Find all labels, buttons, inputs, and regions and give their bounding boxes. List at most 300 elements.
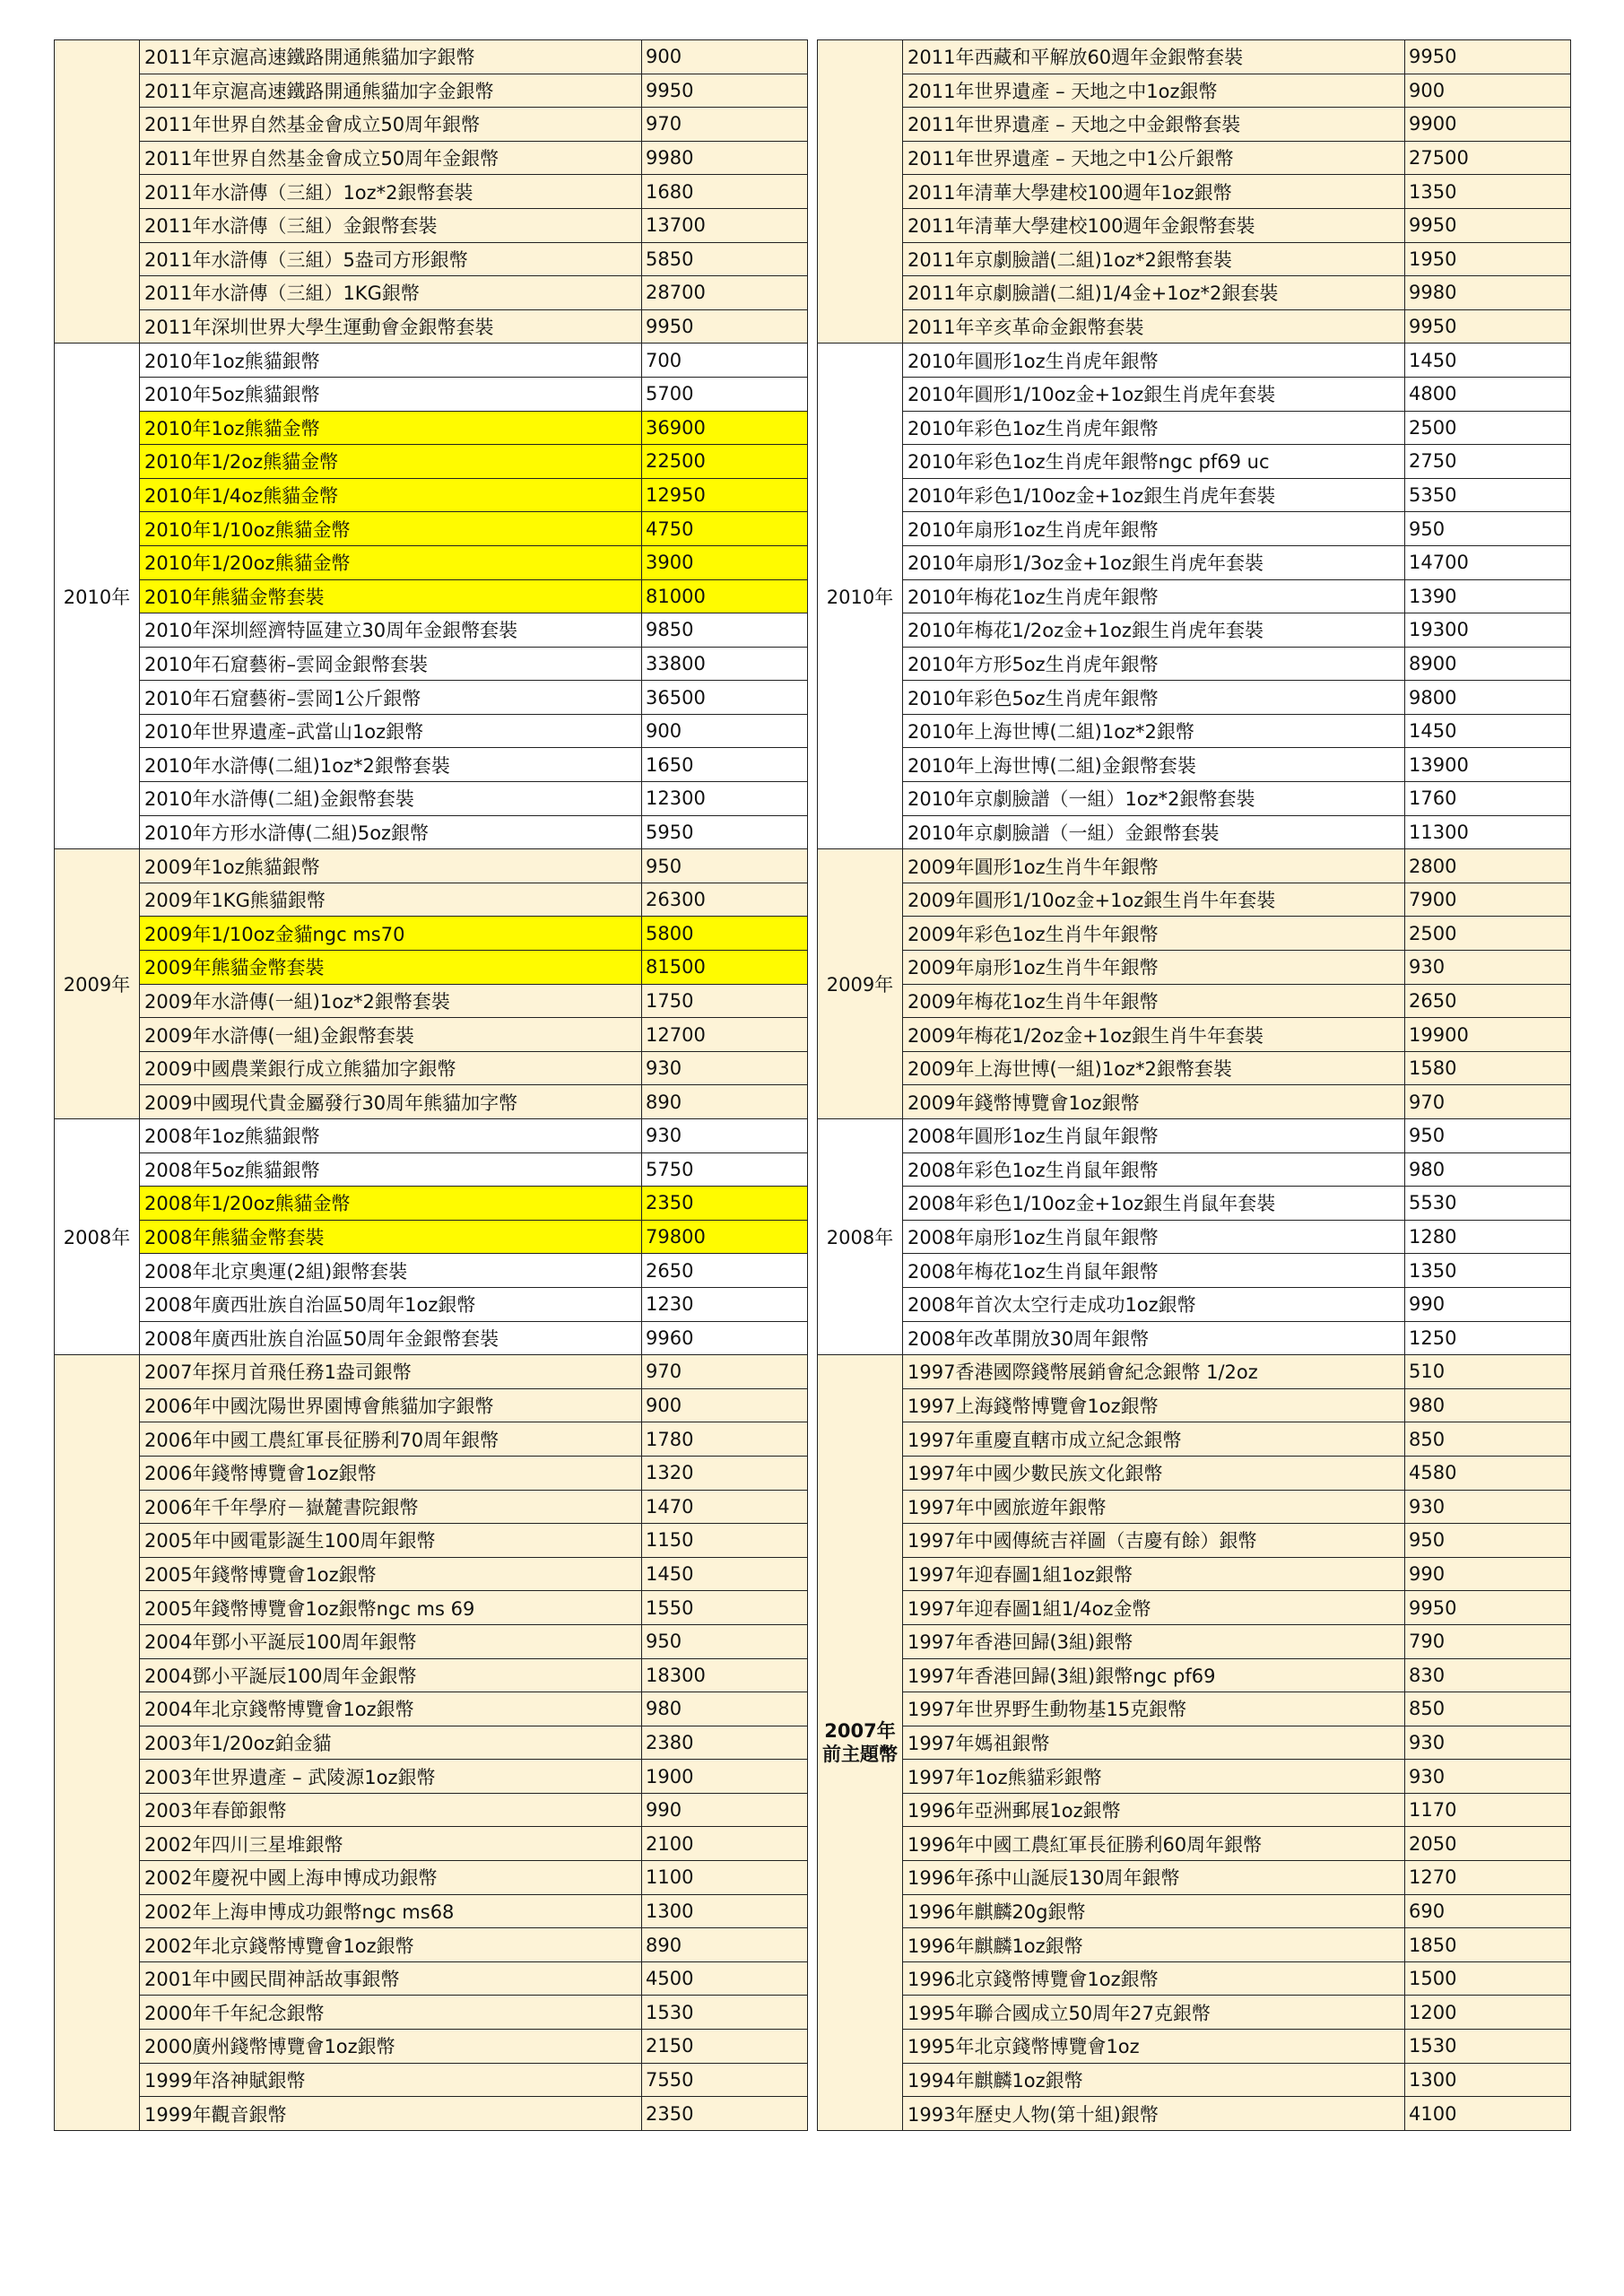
table-row xyxy=(55,108,808,142)
coin-name-cell: 2008年首次太空行走成功1oz銀幣 xyxy=(903,1287,1405,1321)
table-row xyxy=(818,782,1571,816)
coin-name-cell: 2010年扇形1/3oz金+1oz銀生肖虎年套裝 xyxy=(903,545,1405,579)
year-group-cell xyxy=(55,40,140,344)
coin-name-cell: 2010年1/2oz熊貓金幣 xyxy=(140,445,642,479)
table-row xyxy=(55,2030,808,2064)
price-cell: 28700 xyxy=(642,276,808,310)
table-row xyxy=(55,1827,808,1861)
coin-name-cell: 2008年北京奧運(2組)銀幣套裝 xyxy=(140,1254,642,1288)
price-cell: 1550 xyxy=(642,1591,808,1625)
price-cell: 950 xyxy=(642,849,808,883)
year-group-cell xyxy=(55,1119,140,1355)
coin-name-cell: 2010年彩色1oz生肖虎年銀幣ngc pf69 uc xyxy=(903,445,1405,479)
price-cell: 1200 xyxy=(1405,1996,1571,2030)
table-row xyxy=(818,883,1571,917)
coin-name-cell: 2009年扇形1oz生肖牛年銀幣 xyxy=(903,951,1405,985)
coin-name-cell: 1996年孫中山誕辰130周年銀幣 xyxy=(903,1861,1405,1895)
coin-name-cell: 2011年辛亥革命金銀幣套裝 xyxy=(903,309,1405,344)
table-row xyxy=(55,1051,808,1085)
table-row xyxy=(818,1254,1571,1288)
table-row xyxy=(818,1760,1571,1794)
coin-name-cell: 2005年錢幣博覽會1oz銀幣 xyxy=(140,1557,642,1591)
table-row xyxy=(818,1018,1571,1052)
coin-name-cell: 1996北京錢幣博覽會1oz銀幣 xyxy=(903,1961,1405,1996)
coin-name-cell: 2011年清華大學建校100週年金銀幣套裝 xyxy=(903,208,1405,242)
price-cell: 2350 xyxy=(642,2097,808,2131)
coin-name-cell: 2008年彩色1/10oz金+1oz銀生肖鼠年套裝 xyxy=(903,1187,1405,1221)
coin-name-cell: 1999年洛神賦銀幣 xyxy=(140,2063,642,2097)
price-cell: 5950 xyxy=(642,815,808,849)
price-cell: 19900 xyxy=(1405,1018,1571,1052)
price-cell: 980 xyxy=(1405,1388,1571,1422)
coin-name-cell: 2009年梅花1/2oz金+1oz銀生肖牛年套裝 xyxy=(903,1018,1405,1052)
coin-name-cell: 2011年西藏和平解放60週年金銀幣套裝 xyxy=(903,40,1405,74)
coin-name-cell: 2011年水滸傳（三組）1KG銀幣 xyxy=(140,276,642,310)
price-cell: 1580 xyxy=(1405,1051,1571,1085)
coin-name-cell: 2010年梅花1oz生肖虎年銀幣 xyxy=(903,579,1405,613)
table-row xyxy=(55,1624,808,1658)
year-group-cell xyxy=(818,1119,903,1355)
coin-name-cell: 1997年媽祖銀幣 xyxy=(903,1726,1405,1760)
table-row xyxy=(55,1456,808,1490)
coin-name-cell: 2010年熊貓金幣套裝 xyxy=(140,579,642,613)
table-row xyxy=(55,2063,808,2097)
table-row xyxy=(818,74,1571,108)
price-cell: 970 xyxy=(642,108,808,142)
price-cell: 2750 xyxy=(1405,445,1571,479)
price-cell: 700 xyxy=(642,344,808,378)
table-row xyxy=(818,1422,1571,1457)
table-row xyxy=(55,1692,808,1726)
table-row xyxy=(818,545,1571,579)
price-cell: 990 xyxy=(642,1793,808,1827)
price-cell: 2150 xyxy=(642,2030,808,2064)
table-row xyxy=(818,1961,1571,1996)
price-cell: 690 xyxy=(1405,1894,1571,1928)
table-row xyxy=(818,1591,1571,1625)
coin-name-cell: 2011年水滸傳（三組）5盎司方形銀幣 xyxy=(140,242,642,276)
price-cell: 27500 xyxy=(1405,141,1571,175)
price-cell: 950 xyxy=(1405,1119,1571,1153)
coin-name-cell: 2010年水滸傳(二組)1oz*2銀幣套裝 xyxy=(140,748,642,782)
coin-name-cell: 2008年熊貓金幣套裝 xyxy=(140,1220,642,1254)
table-row xyxy=(55,1018,808,1052)
price-cell: 33800 xyxy=(642,647,808,681)
coin-name-cell: 2011年世界遺產 – 天地之中金銀幣套裝 xyxy=(903,108,1405,142)
price-cell: 5750 xyxy=(642,1152,808,1187)
coin-name-cell: 2009年1KG熊貓銀幣 xyxy=(140,883,642,917)
table-row xyxy=(55,917,808,951)
table-row xyxy=(818,1827,1571,1861)
coin-name-cell: 2006年中國工農紅軍長征勝利70周年銀幣 xyxy=(140,1422,642,1457)
coin-name-cell: 2010年京劇臉譜（一組）1oz*2銀幣套裝 xyxy=(903,782,1405,816)
coin-name-cell: 1999年觀音銀幣 xyxy=(140,2097,642,2131)
table-row xyxy=(818,1624,1571,1658)
price-cell: 1280 xyxy=(1405,1220,1571,1254)
coin-name-cell: 2009年水滸傳(一組)1oz*2銀幣套裝 xyxy=(140,984,642,1018)
table-row xyxy=(55,445,808,479)
coin-name-cell: 2010年彩色1oz生肖虎年銀幣 xyxy=(903,411,1405,445)
price-cell: 9950 xyxy=(1405,1591,1571,1625)
price-cell: 1650 xyxy=(642,748,808,782)
price-cell: 1300 xyxy=(642,1894,808,1928)
year-label: 2010年 xyxy=(63,586,131,608)
price-cell: 2380 xyxy=(642,1726,808,1760)
price-cell: 790 xyxy=(1405,1624,1571,1658)
coin-name-cell: 2011年清華大學建校100週年1oz銀幣 xyxy=(903,175,1405,209)
table-row xyxy=(55,714,808,748)
price-cell: 1470 xyxy=(642,1490,808,1524)
table-row xyxy=(55,242,808,276)
price-cell: 5800 xyxy=(642,917,808,951)
price-cell: 1450 xyxy=(642,1557,808,1591)
coin-name-cell: 2004年北京錢幣博覽會1oz銀幣 xyxy=(140,1692,642,1726)
table-row xyxy=(818,579,1571,613)
coin-name-cell: 2011年水滸傳（三組）金銀幣套裝 xyxy=(140,208,642,242)
coin-name-cell: 2005年中國電影誕生100周年銀幣 xyxy=(140,1524,642,1558)
table-row xyxy=(818,1388,1571,1422)
coin-name-cell: 2011年京劇臉譜(二組)1/4金+1oz*2銀套裝 xyxy=(903,276,1405,310)
year-label: 2008年 xyxy=(63,1227,131,1249)
year-group-cell xyxy=(55,1355,140,2131)
table-row xyxy=(818,1220,1571,1254)
price-cell: 9980 xyxy=(1405,276,1571,310)
table-row xyxy=(55,748,808,782)
price-cell: 2650 xyxy=(1405,984,1571,1018)
price-cell: 1750 xyxy=(642,984,808,1018)
price-cell: 1780 xyxy=(642,1422,808,1457)
table-row xyxy=(55,1119,808,1153)
coin-name-cell: 2010年方形5oz生肖虎年銀幣 xyxy=(903,647,1405,681)
coin-name-cell: 2009年熊貓金幣套裝 xyxy=(140,951,642,985)
table-row xyxy=(55,815,808,849)
coin-name-cell: 2000廣州錢幣博覽會1oz銀幣 xyxy=(140,2030,642,2064)
coin-name-cell: 2010年1/4oz熊貓金幣 xyxy=(140,478,642,512)
price-cell: 22500 xyxy=(642,445,808,479)
price-cell: 900 xyxy=(642,714,808,748)
coin-name-cell: 2010年1oz熊貓銀幣 xyxy=(140,344,642,378)
table-row xyxy=(55,681,808,715)
price-cell: 2050 xyxy=(1405,1827,1571,1861)
price-cell: 850 xyxy=(1405,1692,1571,1726)
year-label: 2007年 xyxy=(824,1719,896,1742)
price-cell: 1450 xyxy=(1405,344,1571,378)
table-row xyxy=(55,579,808,613)
price-cell: 81000 xyxy=(642,579,808,613)
table-row xyxy=(818,208,1571,242)
year-group-cell xyxy=(818,1355,903,2131)
coin-name-cell: 2008年廣西壯族自治區50周年1oz銀幣 xyxy=(140,1287,642,1321)
coin-name-cell: 2010年上海世博(二組)1oz*2銀幣 xyxy=(903,714,1405,748)
table-row xyxy=(55,849,808,883)
coin-name-cell: 1997年世界野生動物基15克銀幣 xyxy=(903,1692,1405,1726)
coin-name-cell: 2008年改革開放30周年銀幣 xyxy=(903,1321,1405,1355)
price-cell: 9900 xyxy=(1405,108,1571,142)
price-cell: 950 xyxy=(642,1624,808,1658)
table-row xyxy=(818,1152,1571,1187)
coin-name-cell: 2011年世界遺產 – 天地之中1oz銀幣 xyxy=(903,74,1405,108)
table-row xyxy=(818,1861,1571,1895)
price-cell: 930 xyxy=(1405,951,1571,985)
table-row xyxy=(818,681,1571,715)
coin-name-cell: 2008年梅花1oz生肖鼠年銀幣 xyxy=(903,1254,1405,1288)
price-cell: 1250 xyxy=(1405,1321,1571,1355)
table-row xyxy=(55,1591,808,1625)
coin-name-cell: 2008年5oz熊貓銀幣 xyxy=(140,1152,642,1187)
coin-name-cell: 2009年1oz熊貓銀幣 xyxy=(140,849,642,883)
price-cell: 830 xyxy=(1405,1658,1571,1692)
coin-name-cell: 2009年水滸傳(一組)金銀幣套裝 xyxy=(140,1018,642,1052)
table-row xyxy=(55,647,808,681)
table-row xyxy=(55,1254,808,1288)
table-row xyxy=(55,951,808,985)
price-cell: 4580 xyxy=(1405,1456,1571,1490)
price-table-left xyxy=(54,39,808,2131)
price-cell: 7550 xyxy=(642,2063,808,2097)
table-row xyxy=(818,411,1571,445)
price-cell: 900 xyxy=(642,40,808,74)
coin-name-cell: 2010年石窟藝術–雲岡金銀幣套裝 xyxy=(140,647,642,681)
price-cell: 1760 xyxy=(1405,782,1571,816)
price-cell: 4100 xyxy=(1405,2097,1571,2131)
price-cell: 7900 xyxy=(1405,883,1571,917)
price-cell: 9950 xyxy=(1405,309,1571,344)
coin-name-cell: 2008年1oz熊貓銀幣 xyxy=(140,1119,642,1153)
coin-name-cell: 2000年千年紀念銀幣 xyxy=(140,1996,642,2030)
coin-name-cell: 2010年京劇臉譜（一組）金銀幣套裝 xyxy=(903,815,1405,849)
price-cell: 9980 xyxy=(642,141,808,175)
price-cell: 2100 xyxy=(642,1827,808,1861)
price-cell: 8900 xyxy=(1405,647,1571,681)
coin-name-cell: 2011年世界自然基金會成立50周年金銀幣 xyxy=(140,141,642,175)
coin-name-cell: 2010年1/10oz熊貓金幣 xyxy=(140,512,642,546)
price-cell: 890 xyxy=(642,1085,808,1119)
price-cell: 18300 xyxy=(642,1658,808,1692)
coin-name-cell: 1997年重慶直轄市成立紀念銀幣 xyxy=(903,1422,1405,1457)
table-row xyxy=(818,108,1571,142)
coin-name-cell: 2004鄧小平誕辰100周年金銀幣 xyxy=(140,1658,642,1692)
price-cell: 36500 xyxy=(642,681,808,715)
year-label: 2008年 xyxy=(826,1227,894,1249)
price-cell: 970 xyxy=(1405,1085,1571,1119)
table-row xyxy=(818,512,1571,546)
table-row xyxy=(55,1321,808,1355)
table-row xyxy=(818,1793,1571,1827)
coin-name-cell: 2006年中國沈陽世界園博會熊貓加字銀幣 xyxy=(140,1388,642,1422)
table-row xyxy=(55,883,808,917)
price-cell: 930 xyxy=(642,1051,808,1085)
table-row xyxy=(818,714,1571,748)
table-row xyxy=(55,1152,808,1187)
table-row xyxy=(818,1928,1571,1962)
table-row xyxy=(55,175,808,209)
price-cell: 4750 xyxy=(642,512,808,546)
coin-name-cell: 2009中國現代貴金屬發行30周年熊貓加字幣 xyxy=(140,1085,642,1119)
price-cell: 1900 xyxy=(642,1760,808,1794)
coin-name-cell: 1997年香港回歸(3組)銀幣ngc pf69 xyxy=(903,1658,1405,1692)
year-group-cell xyxy=(818,40,903,344)
table-row xyxy=(55,1928,808,1962)
price-cell: 2800 xyxy=(1405,849,1571,883)
table-row xyxy=(818,276,1571,310)
coin-name-cell: 2009年錢幣博覽會1oz銀幣 xyxy=(903,1085,1405,1119)
price-cell: 12300 xyxy=(642,782,808,816)
price-cell: 9950 xyxy=(642,309,808,344)
year-label: 2009年 xyxy=(63,974,131,996)
table-row xyxy=(55,1355,808,1389)
table-row xyxy=(818,40,1571,74)
table-row xyxy=(818,1996,1571,2030)
table-row xyxy=(818,1287,1571,1321)
table-row xyxy=(818,1456,1571,1490)
coin-name-cell: 1994年麒麟1oz銀幣 xyxy=(903,2063,1405,2097)
table-row xyxy=(55,1490,808,1524)
coin-name-cell: 2009年圓形1/10oz金+1oz銀生肖牛年套裝 xyxy=(903,883,1405,917)
coin-name-cell: 2008年圓形1oz生肖鼠年銀幣 xyxy=(903,1119,1405,1153)
coin-name-cell: 2001年中國民間神話故事銀幣 xyxy=(140,1961,642,1996)
coin-name-cell: 2006年錢幣博覽會1oz銀幣 xyxy=(140,1456,642,1490)
price-cell: 1270 xyxy=(1405,1861,1571,1895)
price-cell: 2650 xyxy=(642,1254,808,1288)
coin-name-cell: 2007年探月首飛任務1盎司銀幣 xyxy=(140,1355,642,1389)
table-row xyxy=(818,2063,1571,2097)
price-cell: 1500 xyxy=(1405,1961,1571,1996)
price-cell: 4800 xyxy=(1405,377,1571,411)
coin-name-cell: 1995年北京錢幣博覽會1oz xyxy=(903,2030,1405,2064)
price-cell: 5850 xyxy=(642,242,808,276)
coin-name-cell: 2009年1/10oz金貓ngc ms70 xyxy=(140,917,642,951)
coin-name-cell: 2002年四川三星堆銀幣 xyxy=(140,1827,642,1861)
table-row xyxy=(55,545,808,579)
table-row xyxy=(818,951,1571,985)
price-cell: 510 xyxy=(1405,1355,1571,1389)
coin-name-cell: 1997年香港回歸(3組)銀幣 xyxy=(903,1624,1405,1658)
table-row xyxy=(55,1793,808,1827)
price-cell: 930 xyxy=(1405,1490,1571,1524)
coin-name-cell: 2010年5oz熊貓銀幣 xyxy=(140,377,642,411)
coin-name-cell: 2010年圓形1/10oz金+1oz銀生肖虎年套裝 xyxy=(903,377,1405,411)
coin-name-cell: 2002年上海申博成功銀幣ngc ms68 xyxy=(140,1894,642,1928)
table-row xyxy=(818,1119,1571,1153)
price-cell: 970 xyxy=(642,1355,808,1389)
price-cell: 2350 xyxy=(642,1187,808,1221)
price-table-right xyxy=(817,39,1571,2131)
table-row xyxy=(55,1658,808,1692)
coin-name-cell: 2011年世界自然基金會成立50周年銀幣 xyxy=(140,108,642,142)
price-cell: 900 xyxy=(642,1388,808,1422)
table-row xyxy=(818,1321,1571,1355)
coin-name-cell: 2002年北京錢幣博覽會1oz銀幣 xyxy=(140,1928,642,1962)
table-row xyxy=(818,1894,1571,1928)
year-group-cell xyxy=(818,344,903,849)
price-cell: 1390 xyxy=(1405,579,1571,613)
table-row xyxy=(55,1085,808,1119)
coin-name-cell: 1997年中國傳統吉祥圖（吉慶有餘）銀幣 xyxy=(903,1524,1405,1558)
table-row xyxy=(818,2097,1571,2131)
coin-name-cell: 2010年水滸傳(二組)金銀幣套裝 xyxy=(140,782,642,816)
table-row xyxy=(55,377,808,411)
table-row xyxy=(55,613,808,648)
table-row xyxy=(55,2097,808,2131)
price-cell: 1100 xyxy=(642,1861,808,1895)
price-cell: 930 xyxy=(1405,1726,1571,1760)
price-cell: 3900 xyxy=(642,545,808,579)
table-row xyxy=(55,1961,808,1996)
price-cell: 9800 xyxy=(1405,681,1571,715)
coin-name-cell: 2010年彩色5oz生肖虎年銀幣 xyxy=(903,681,1405,715)
table-row xyxy=(818,1726,1571,1760)
coin-name-cell: 2008年彩色1oz生肖鼠年銀幣 xyxy=(903,1152,1405,1187)
coin-name-cell: 2009年圓形1oz生肖牛年銀幣 xyxy=(903,849,1405,883)
price-cell: 1300 xyxy=(1405,2063,1571,2097)
price-cell: 1850 xyxy=(1405,1928,1571,1962)
price-cell: 5350 xyxy=(1405,478,1571,512)
coin-name-cell: 1997年中國少數民族文化銀幣 xyxy=(903,1456,1405,1490)
coin-name-cell: 2009年上海世博(一組)1oz*2銀幣套裝 xyxy=(903,1051,1405,1085)
price-cell: 1230 xyxy=(642,1287,808,1321)
coin-name-cell: 1996年麒麟20g銀幣 xyxy=(903,1894,1405,1928)
price-cell: 4500 xyxy=(642,1961,808,1996)
price-cell: 9850 xyxy=(642,613,808,648)
price-cell: 26300 xyxy=(642,883,808,917)
table-row xyxy=(55,1557,808,1591)
price-cell: 850 xyxy=(1405,1422,1571,1457)
table-row xyxy=(55,276,808,310)
table-row xyxy=(818,141,1571,175)
table-row xyxy=(818,1692,1571,1726)
table-row xyxy=(55,1287,808,1321)
price-cell: 19300 xyxy=(1405,613,1571,648)
coin-name-cell: 2010年上海世博(二組)金銀幣套裝 xyxy=(903,748,1405,782)
price-cell: 13900 xyxy=(1405,748,1571,782)
coin-name-cell: 2011年京劇臉譜(二組)1oz*2銀幣套裝 xyxy=(903,242,1405,276)
table-row xyxy=(55,478,808,512)
price-cell: 950 xyxy=(1405,512,1571,546)
table-row xyxy=(55,1996,808,2030)
table-row xyxy=(55,782,808,816)
coin-name-cell: 2010年扇形1oz生肖虎年銀幣 xyxy=(903,512,1405,546)
price-cell: 890 xyxy=(642,1928,808,1962)
coin-name-cell: 2010年1oz熊貓金幣 xyxy=(140,411,642,445)
table-row xyxy=(818,1557,1571,1591)
table-row xyxy=(818,175,1571,209)
price-cell: 9950 xyxy=(642,74,808,108)
price-cell: 36900 xyxy=(642,411,808,445)
price-cell: 1680 xyxy=(642,175,808,209)
price-cell: 1530 xyxy=(1405,2030,1571,2064)
year-label: 2009年 xyxy=(826,974,894,996)
table-row xyxy=(818,309,1571,344)
table-row xyxy=(55,40,808,74)
price-cell: 2500 xyxy=(1405,411,1571,445)
table-row xyxy=(55,512,808,546)
price-cell: 1170 xyxy=(1405,1793,1571,1827)
table-row xyxy=(818,1524,1571,1558)
coin-name-cell: 2010年1/20oz熊貓金幣 xyxy=(140,545,642,579)
price-cell: 1350 xyxy=(1405,175,1571,209)
price-cell: 2500 xyxy=(1405,917,1571,951)
coin-name-cell: 2010年世界遺產–武當山1oz銀幣 xyxy=(140,714,642,748)
coin-name-cell: 2011年京滬高速鐵路開通熊貓加字銀幣 xyxy=(140,40,642,74)
table-row xyxy=(818,344,1571,378)
table-row xyxy=(55,1524,808,1558)
coin-name-cell: 1997年中國旅遊年銀幣 xyxy=(903,1490,1405,1524)
coin-name-cell: 2008年1/20oz熊貓金幣 xyxy=(140,1187,642,1221)
table-row xyxy=(55,984,808,1018)
table-row xyxy=(55,1388,808,1422)
coin-name-cell: 2010年深圳經濟特區建立30周年金銀幣套裝 xyxy=(140,613,642,648)
coin-name-cell: 2010年梅花1/2oz金+1oz銀生肖虎年套裝 xyxy=(903,613,1405,648)
